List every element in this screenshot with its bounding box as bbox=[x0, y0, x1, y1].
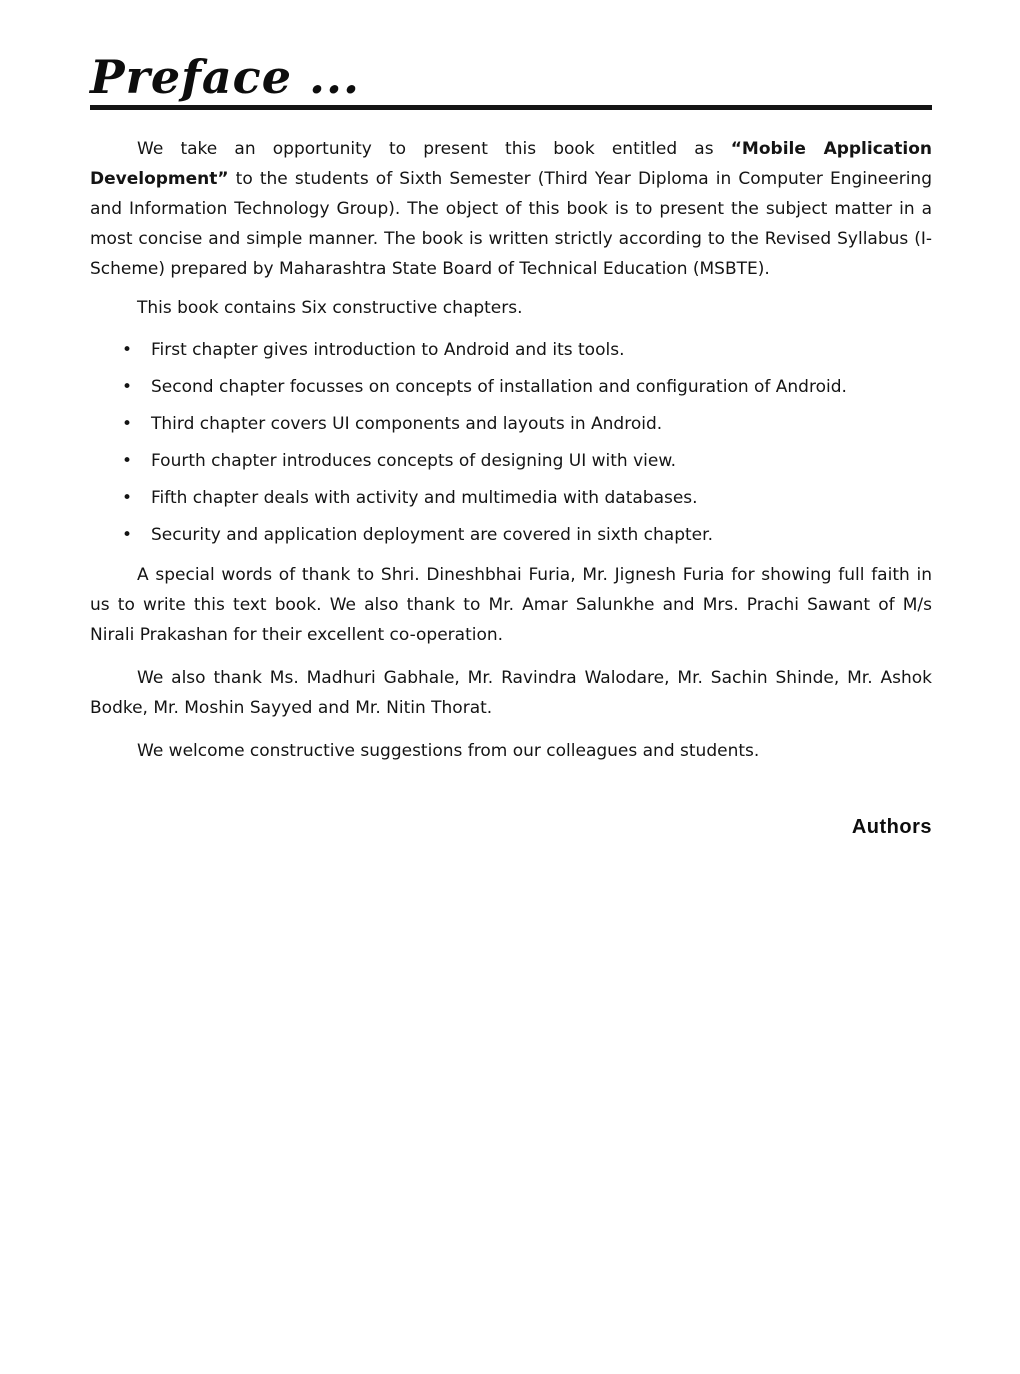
closing-paragraph: We welcome constructive suggestions from our colleagues and students. bbox=[137, 741, 760, 761]
intro-text-after: to the students of Sixth Semester (Third Year Diploma in Computer Engineering and Information Technology Group). The object of this book is to present the subject matter in a most concise and simple manner. The book is written strictly according to the Revised Syllabus (I-Scheme) prepared by Maharashtra State Board of Technical Education (MSBTE). bbox=[90, 169, 932, 279]
list-item-text: Fifth chapter deals with activity and multimedia with databases. bbox=[151, 488, 698, 508]
list-item bbox=[122, 449, 932, 473]
bullet-icon: • bbox=[122, 340, 133, 360]
list-item-text: First chapter gives introduction to Android and its tools. bbox=[151, 340, 625, 360]
chapters-intro-paragraph: This book contains Six constructive chapters. bbox=[137, 298, 523, 318]
book-title-bold: “Mobile Application Development” bbox=[90, 139, 932, 189]
bullet-icon: • bbox=[122, 488, 133, 508]
title-underline-rule bbox=[90, 105, 932, 110]
chapter-bullet-list bbox=[90, 338, 932, 547]
list-item-text: Security and application deployment are covered in sixth chapter. bbox=[151, 525, 713, 545]
list-item bbox=[122, 486, 932, 510]
bullet-icon: • bbox=[122, 377, 133, 397]
bullet-icon: • bbox=[122, 525, 133, 545]
preface-page bbox=[0, 50, 1020, 1374]
intro-paragraph bbox=[90, 134, 932, 284]
list-item-text: Third chapter covers UI components and layouts in Android. bbox=[151, 414, 663, 434]
bullet-icon: • bbox=[122, 451, 133, 471]
list-item bbox=[122, 375, 932, 399]
list-item bbox=[122, 523, 932, 547]
authors-signature: Authors bbox=[851, 816, 932, 838]
list-item-text: Fourth chapter introduces concepts of designing UI with view. bbox=[151, 451, 677, 471]
page-title: Preface ... bbox=[90, 50, 361, 104]
list-item bbox=[122, 412, 932, 436]
bullet-icon: • bbox=[122, 414, 133, 434]
list-item bbox=[122, 338, 932, 362]
thanks-paragraph-1: A special words of thank to Shri. Dineshbhai Furia, Mr. Jignesh Furia for showing full faith in us to write this text book. We also thank to Mr. Amar Salunkhe and Mrs. Prachi Sawant of M/s Nirali Prakashan for their excellent co-operation. bbox=[90, 565, 932, 645]
intro-text-before: We take an opportunity to present this book entitled as bbox=[137, 139, 731, 159]
title-block bbox=[90, 50, 932, 110]
thanks-paragraph-2: We also thank Ms. Madhuri Gabhale, Mr. Ravindra Walodare, Mr. Sachin Shinde, Mr. Ashok Bodke, Mr. Moshin Sayyed and Mr. Nitin Thorat. bbox=[90, 668, 932, 718]
list-item-text: Second chapter focusses on concepts of installation and configuration of Android. bbox=[151, 377, 847, 397]
